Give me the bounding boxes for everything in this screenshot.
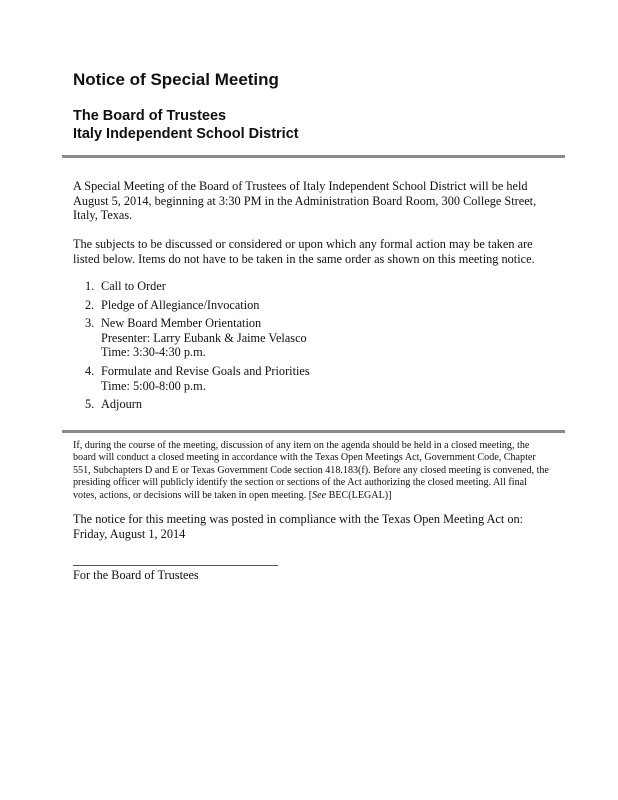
agenda-list bbox=[85, 279, 310, 416]
agenda-item-number: 2. bbox=[85, 297, 95, 312]
agenda-item-presenter: Presenter: Larry Eubank & Jaime Velasco bbox=[101, 330, 307, 345]
agenda-item-number: 1. bbox=[85, 279, 95, 293]
agenda-item-text: Call to Order bbox=[101, 279, 166, 293]
agenda-item-number: 5. bbox=[85, 397, 95, 412]
subtitle-board: The Board of Trustees bbox=[73, 108, 227, 124]
posting-statement: The notice for this meeting was posted in compliance with the Texas Open Meeting Act on: bbox=[73, 512, 524, 526]
page-title: Notice of Special Meeting bbox=[73, 70, 279, 89]
agenda-item-number: 4. bbox=[85, 363, 95, 378]
legal-text: If, during the course of the meeting, discussion of any item on the agenda should be held in a closed meeting, the board will conduct a closed meeting in accordance with the Texas Open Meetings Act, Government Code, Chapter 551, Subchapters D and E or Texas Government Code section 418.183(f). Before any closed meeting is convened, the presiding officer will publicly identify the section or sections of the Act authorizing the closed meeting. All final votes, actions, or decisions will be taken in open meeting. [ bbox=[73, 440, 549, 501]
intro-paragraph: A Special Meeting of the Board of Trustees of Italy Independent School District will be held August 5, 2014, beginning at 3:30 PM in the Administration Board Room, 300 College Street, Italy, Texas. bbox=[73, 179, 537, 223]
agenda-item bbox=[85, 298, 310, 313]
agenda-item-time: Time: 5:00-8:00 p.m. bbox=[101, 378, 206, 393]
document-subtitle bbox=[73, 107, 299, 143]
agenda-item bbox=[85, 364, 310, 393]
legal-divider bbox=[62, 430, 565, 433]
agenda-item-text: Adjourn bbox=[101, 397, 142, 412]
agenda-item bbox=[85, 397, 310, 412]
legal-see: See bbox=[312, 489, 327, 501]
signature-line bbox=[73, 565, 278, 566]
legal-reference: BEC(LEGAL)] bbox=[326, 489, 392, 501]
signature-label: For the Board of Trustees bbox=[73, 568, 199, 582]
top-divider bbox=[62, 155, 565, 158]
posting-notice bbox=[73, 512, 553, 541]
subjects-paragraph: The subjects to be discussed or considered or upon which any formal action may be taken are listed below. Items do not have to be taken in the same order as shown on this meeting notice. bbox=[73, 237, 535, 266]
closed-meeting-notice bbox=[73, 440, 553, 502]
agenda-item-text: Pledge of Allegiance/Invocation bbox=[101, 297, 260, 312]
agenda-item-text: Formulate and Revise Goals and Priorities bbox=[101, 363, 310, 378]
agenda-item bbox=[85, 316, 310, 360]
agenda-item-time: Time: 3:30-4:30 p.m. bbox=[101, 345, 206, 360]
agenda-item bbox=[85, 279, 310, 294]
subtitle-district: Italy Independent School District bbox=[73, 126, 299, 142]
posting-date: Friday, August 1, 2014 bbox=[73, 526, 186, 541]
agenda-item-number: 3. bbox=[85, 316, 95, 331]
agenda-item-text: New Board Member Orientation bbox=[101, 316, 262, 331]
